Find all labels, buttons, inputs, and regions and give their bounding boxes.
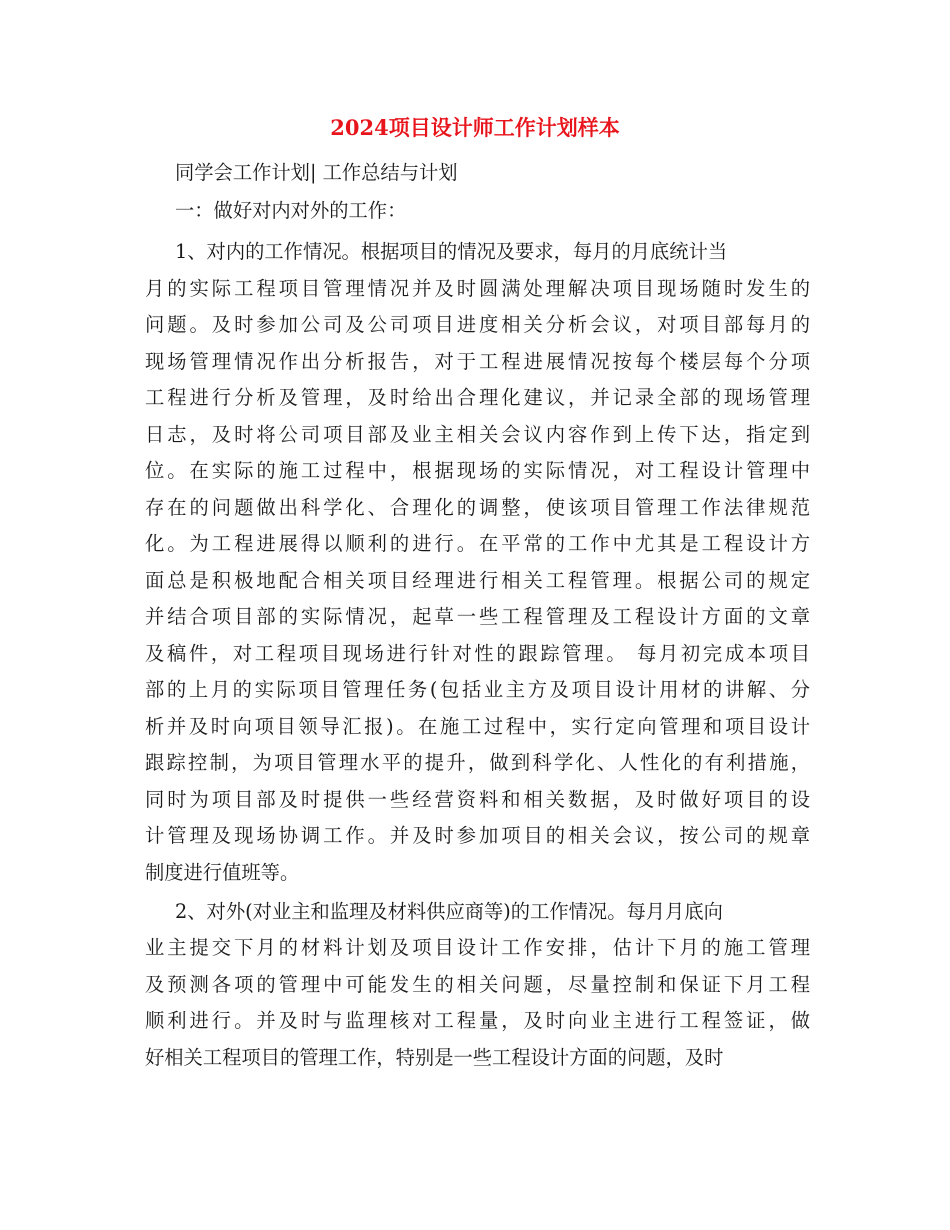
paragraph-line: 及稿件，对工程项目现场进行针对性的跟踪管理。 每月初完成本项目 <box>145 641 810 665</box>
paragraph-line: 跟踪控制，为项目管理水平的提升，做到科学化、人性化的有利措施， <box>145 751 810 774</box>
paragraph-line: 月的实际工程项目管理情况并及时圆满处理解决项目现场随时发生的 <box>145 276 810 300</box>
paragraph-line: 业主提交下月的材料计划及项目设计工作安排，估计下月的施工管理 <box>145 936 810 959</box>
paragraph-line: 顺利进行。并及时与监理核对工程量，及时向业主进行工程签证，做 <box>145 1009 810 1032</box>
paragraph-line: 位。在实际的施工过程中，根据现场的实际情况，对工程设计管理中 <box>145 459 810 482</box>
paragraph-line: 析并及时向项目领导汇报)。在施工过程中，实行定向管理和项目设计 <box>145 714 810 738</box>
paragraph-line: 及预测各项的管理中可能发生的相关问题，尽量控制和保证下月工程 <box>145 972 810 996</box>
paragraph-line: 计管理及现场协调工作。并及时参加项目的相关会议，按公司的规章 <box>145 824 810 847</box>
paragraph-internal-work <box>145 237 810 888</box>
paragraph-line: 同时为项目部及时提供一些经营资料和相关数据，及时做好项目的设 <box>145 787 810 811</box>
paragraph-line: 并结合项目部的实际情况，起草一些工程管理及工程设计方面的文章 <box>145 605 810 628</box>
paragraph-line: 1、对内的工作情况。根据项目的情况及要求，每月的月底统计当 <box>175 240 728 263</box>
paragraph-line: 化。为工程进展得以顺利的进行。在平常的工作中尤其是工程设计方 <box>145 532 810 555</box>
paragraph-line: 制度进行值班等。 <box>145 860 300 884</box>
paragraph-line: 部的上月的实际项目管理任务(包括业主方及项目设计用材的讲解、分 <box>145 678 810 701</box>
paragraph-line: 存在的问题做出科学化、合理化的调整，使该项目管理工作法律规范 <box>145 495 810 519</box>
paragraph-line: 日志，及时将公司项目部及业主相关会议内容作到上传下达，指定到 <box>145 422 810 446</box>
paragraph-line: 现场管理情况作出分析报告，对于工程进展情况按每个楼层每个分项 <box>145 349 810 373</box>
paragraph-line: 工程进行分析及管理，及时给出合理化建议，并记录全部的现场管理 <box>145 386 810 409</box>
paragraph-line: 好相关工程项目的管理工作，特别是一些工程设计方面的问题，及时 <box>145 1045 724 1069</box>
paragraph-external-work <box>145 897 810 1073</box>
document-title: 2024项目设计师工作计划样本 <box>330 115 620 140</box>
document-body <box>145 158 810 1079</box>
document-subtitle: 同学会工作计划| 工作总结与计划 <box>175 161 458 184</box>
paragraph-line: 面总是积极地配合相关项目经理进行相关工程管理。根据公司的规定 <box>145 568 810 592</box>
paragraph-line: 问题。及时参加公司及公司项目进度相关分析会议，对项目部每月的 <box>145 313 810 336</box>
paragraph-line: 2、对外(对业主和监理及材料供应商等)的工作情况。每月月底向 <box>175 899 723 923</box>
section-heading: 一：做好对内对外的工作： <box>175 199 407 222</box>
